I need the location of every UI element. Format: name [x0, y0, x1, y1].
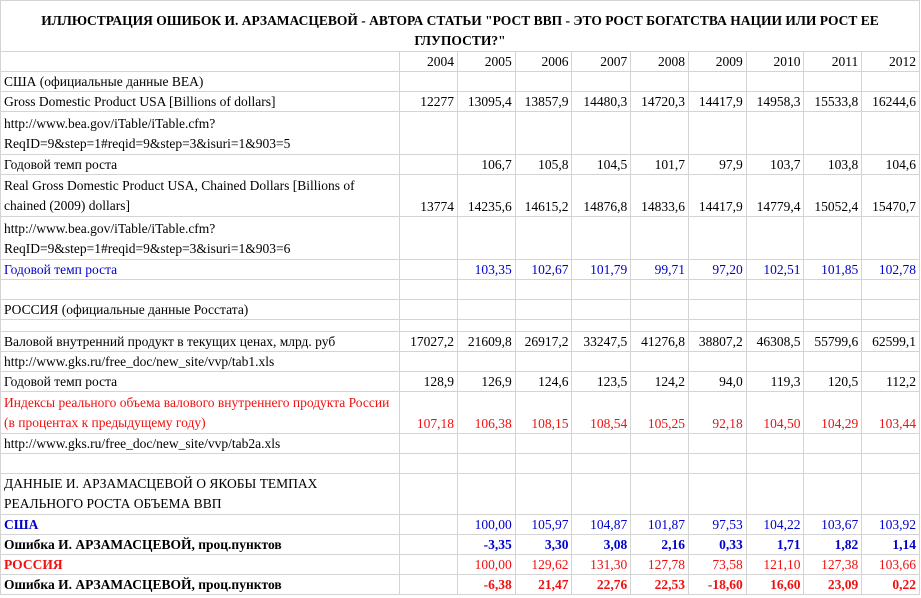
value-cell-2011[interactable]: [804, 72, 862, 92]
value-cell-2004[interactable]: [400, 474, 458, 515]
value-cell-2010[interactable]: [746, 72, 804, 92]
value-cell-2004[interactable]: [400, 575, 458, 595]
value-cell-2012[interactable]: 103,44: [862, 392, 920, 434]
value-cell-2010[interactable]: [746, 352, 804, 372]
value-cell-2008[interactable]: 105,25: [631, 392, 689, 434]
value-cell-2011[interactable]: 104,29: [804, 392, 862, 434]
value-cell-2007[interactable]: 108,54: [572, 392, 631, 434]
value-cell-2012[interactable]: [862, 474, 920, 515]
value-cell-2007[interactable]: 3,08: [572, 535, 631, 555]
row-label-cell[interactable]: Годовой темп роста: [1, 260, 400, 280]
value-cell-2012[interactable]: 103,92: [862, 515, 920, 535]
value-cell-2004[interactable]: [400, 260, 458, 280]
value-cell-2010[interactable]: 16,60: [746, 575, 804, 595]
value-cell-2009[interactable]: 94,0: [688, 372, 746, 392]
value-cell-2005[interactable]: [457, 280, 515, 300]
value-cell-2012[interactable]: 104,6: [862, 155, 920, 175]
value-cell-2011[interactable]: 23,09: [804, 575, 862, 595]
value-cell-2009[interactable]: [688, 217, 746, 260]
value-cell-2005[interactable]: 21609,8: [457, 332, 515, 352]
value-cell-2006[interactable]: [515, 280, 572, 300]
value-cell-2004[interactable]: [400, 535, 458, 555]
value-cell-2008[interactable]: 101,7: [631, 155, 689, 175]
value-cell-2010[interactable]: 14779,4: [746, 175, 804, 217]
value-cell-2006[interactable]: 124,6: [515, 372, 572, 392]
value-cell-2009[interactable]: 97,53: [688, 515, 746, 535]
value-cell-2005[interactable]: 106,38: [457, 392, 515, 434]
value-cell-2012[interactable]: 103,66: [862, 555, 920, 575]
value-cell-2008[interactable]: 101,87: [631, 515, 689, 535]
year-header-2011[interactable]: 2011: [804, 52, 862, 72]
value-cell-2005[interactable]: 106,7: [457, 155, 515, 175]
value-cell-2005[interactable]: [457, 352, 515, 372]
value-cell-2006[interactable]: 102,67: [515, 260, 572, 280]
value-cell-2011[interactable]: [804, 434, 862, 454]
year-header-2012[interactable]: 2012: [862, 52, 920, 72]
value-cell-2009[interactable]: -18,60: [688, 575, 746, 595]
value-cell-2007[interactable]: [572, 280, 631, 300]
table-row: [1, 217, 920, 260]
value-cell-2011[interactable]: 15533,8: [804, 92, 862, 112]
year-header-2004[interactable]: 2004: [400, 52, 458, 72]
value-cell-2007[interactable]: 22,76: [572, 575, 631, 595]
table-row: [1, 300, 920, 320]
value-cell-2012[interactable]: 112,2: [862, 372, 920, 392]
value-cell-2010[interactable]: 103,7: [746, 155, 804, 175]
table-row: [1, 92, 920, 112]
value-cell-2011[interactable]: [804, 217, 862, 260]
value-cell-2012[interactable]: [862, 434, 920, 454]
sheet-title[interactable]: ИЛЛЮСТРАЦИЯ ОШИБОК И. АРЗАМАСЦЕВОЙ - АВТОРА СТАТЬИ "РОСТ ВВП - ЭТО РОСТ БОГАТСТВА НАЦИИ ИЛИ РОСТ ЕЕ ГЛУПОСТИ?": [1, 1, 920, 52]
value-cell-2004[interactable]: [400, 217, 458, 260]
value-cell-2012[interactable]: [862, 217, 920, 260]
value-cell-2005[interactable]: [457, 454, 515, 474]
value-cell-2012[interactable]: 1,14: [862, 535, 920, 555]
value-cell-2004[interactable]: [400, 454, 458, 474]
value-cell-2011[interactable]: [804, 454, 862, 474]
value-cell-2009[interactable]: 97,20: [688, 260, 746, 280]
row-label-cell[interactable]: http://www.bea.gov/iTable/iTable.cfm?ReqID=9&step=1#reqid=9&step=3&isuri=1&903=6: [1, 217, 400, 260]
value-cell-2008[interactable]: [631, 300, 689, 320]
row-label-cell[interactable]: [1, 280, 400, 300]
value-cell-2010[interactable]: [746, 474, 804, 515]
value-cell-2010[interactable]: [746, 320, 804, 332]
value-cell-2009[interactable]: 92,18: [688, 392, 746, 434]
table-row: [1, 555, 920, 575]
value-cell-2009[interactable]: [688, 352, 746, 372]
value-cell-2007[interactable]: 123,5: [572, 372, 631, 392]
value-cell-2009[interactable]: [688, 320, 746, 332]
table-row: [1, 454, 920, 474]
value-cell-2009[interactable]: 97,9: [688, 155, 746, 175]
value-cell-2009[interactable]: [688, 300, 746, 320]
value-cell-2008[interactable]: 99,71: [631, 260, 689, 280]
value-cell-2008[interactable]: 41276,8: [631, 332, 689, 352]
value-cell-2006[interactable]: [515, 300, 572, 320]
row-label-cell[interactable]: США: [1, 515, 400, 535]
value-cell-2011[interactable]: [804, 474, 862, 515]
table-row: [1, 280, 920, 300]
value-cell-2009[interactable]: 14417,9: [688, 175, 746, 217]
value-cell-2011[interactable]: 15052,4: [804, 175, 862, 217]
year-header-2007[interactable]: 2007: [572, 52, 631, 72]
value-cell-2008[interactable]: [631, 217, 689, 260]
value-cell-2006[interactable]: 108,15: [515, 392, 572, 434]
row-label-cell[interactable]: http://www.gks.ru/free_doc/new_site/vvp/tab1.xls: [1, 352, 400, 372]
row-label-cell[interactable]: Gross Domestic Product USA [Billions of dollars]: [1, 92, 400, 112]
value-cell-2006[interactable]: [515, 454, 572, 474]
value-cell-2008[interactable]: 22,53: [631, 575, 689, 595]
value-cell-2005[interactable]: 100,00: [457, 555, 515, 575]
year-header-2010[interactable]: 2010: [746, 52, 804, 72]
value-cell-2006[interactable]: [515, 217, 572, 260]
value-cell-2005[interactable]: [457, 112, 515, 155]
year-header-2009[interactable]: 2009: [688, 52, 746, 72]
row-label-cell[interactable]: http://www.gks.ru/free_doc/new_site/vvp/tab2a.xls: [1, 434, 400, 454]
value-cell-2012[interactable]: [862, 72, 920, 92]
value-cell-2005[interactable]: [457, 320, 515, 332]
value-cell-2004[interactable]: 17027,2: [400, 332, 458, 352]
value-cell-2008[interactable]: [631, 454, 689, 474]
value-cell-2005[interactable]: 100,00: [457, 515, 515, 535]
value-cell-2007[interactable]: [572, 217, 631, 260]
row-label-cell[interactable]: http://www.bea.gov/iTable/iTable.cfm?ReqID=9&step=1#reqid=9&step=3&isuri=1&903=5: [1, 112, 400, 155]
value-cell-2006[interactable]: [515, 320, 572, 332]
value-cell-2005[interactable]: [457, 300, 515, 320]
value-cell-2008[interactable]: 14720,3: [631, 92, 689, 112]
value-cell-2011[interactable]: [804, 280, 862, 300]
value-cell-2010[interactable]: 1,71: [746, 535, 804, 555]
value-cell-2010[interactable]: 14958,3: [746, 92, 804, 112]
table-row: [1, 175, 920, 217]
value-cell-2009[interactable]: 14417,9: [688, 92, 746, 112]
row-label-cell[interactable]: Ошибка И. АРЗАМАСЦЕВОЙ, проц.пунктов: [1, 535, 400, 555]
value-cell-2009[interactable]: [688, 474, 746, 515]
table-row: [1, 474, 920, 515]
value-cell-2004[interactable]: [400, 280, 458, 300]
value-cell-2007[interactable]: 101,79: [572, 260, 631, 280]
value-cell-2011[interactable]: [804, 352, 862, 372]
value-cell-2007[interactable]: [572, 300, 631, 320]
row-label-cell[interactable]: РОССИЯ: [1, 555, 400, 575]
value-cell-2006[interactable]: 105,97: [515, 515, 572, 535]
table-row: [1, 535, 920, 555]
value-cell-2006[interactable]: [515, 72, 572, 92]
value-cell-2005[interactable]: [457, 434, 515, 454]
table-row: [1, 320, 920, 332]
years-label-cell[interactable]: [1, 52, 400, 72]
value-cell-2006[interactable]: 26917,2: [515, 332, 572, 352]
value-cell-2005[interactable]: -3,35: [457, 535, 515, 555]
value-cell-2010[interactable]: [746, 112, 804, 155]
value-cell-2004[interactable]: [400, 320, 458, 332]
table-row: [1, 372, 920, 392]
value-cell-2009[interactable]: [688, 434, 746, 454]
table-row: [1, 392, 920, 434]
value-cell-2011[interactable]: [804, 300, 862, 320]
value-cell-2008[interactable]: [631, 72, 689, 92]
value-cell-2010[interactable]: [746, 434, 804, 454]
value-cell-2004[interactable]: [400, 300, 458, 320]
value-cell-2004[interactable]: [400, 352, 458, 372]
value-cell-2012[interactable]: 15470,7: [862, 175, 920, 217]
value-cell-2011[interactable]: 103,67: [804, 515, 862, 535]
value-cell-2010[interactable]: [746, 280, 804, 300]
row-label-cell[interactable]: Валовой внутренний продукт в текущих ценах, млрд. руб: [1, 332, 400, 352]
year-header-2006[interactable]: 2006: [515, 52, 572, 72]
row-label-cell[interactable]: ДАННЫЕ И. АРЗАМАСЦЕВОЙ О ЯКОБЫ ТЕМПАХ РЕАЛЬНОГО РОСТА ОБЪЕМА ВВП: [1, 474, 400, 515]
value-cell-2012[interactable]: 16244,6: [862, 92, 920, 112]
value-cell-2004[interactable]: [400, 72, 458, 92]
value-cell-2004[interactable]: [400, 434, 458, 454]
value-cell-2005[interactable]: 126,9: [457, 372, 515, 392]
value-cell-2006[interactable]: 21,47: [515, 575, 572, 595]
value-cell-2008[interactable]: 124,2: [631, 372, 689, 392]
value-cell-2004[interactable]: 128,9: [400, 372, 458, 392]
table-row: [1, 575, 920, 595]
year-header-2008[interactable]: 2008: [631, 52, 689, 72]
table-row: [1, 434, 920, 454]
year-header-2005[interactable]: 2005: [457, 52, 515, 72]
value-cell-2004[interactable]: [400, 555, 458, 575]
value-cell-2011[interactable]: 127,38: [804, 555, 862, 575]
value-cell-2006[interactable]: [515, 352, 572, 372]
value-cell-2004[interactable]: 107,18: [400, 392, 458, 434]
value-cell-2005[interactable]: -6,38: [457, 575, 515, 595]
value-cell-2012[interactable]: [862, 280, 920, 300]
value-cell-2006[interactable]: [515, 474, 572, 515]
value-cell-2007[interactable]: 14876,8: [572, 175, 631, 217]
value-cell-2009[interactable]: 0,33: [688, 535, 746, 555]
value-cell-2005[interactable]: 13095,4: [457, 92, 515, 112]
value-cell-2008[interactable]: 2,16: [631, 535, 689, 555]
value-cell-2006[interactable]: [515, 112, 572, 155]
row-label-cell[interactable]: Годовой темп роста: [1, 372, 400, 392]
value-cell-2005[interactable]: 14235,6: [457, 175, 515, 217]
value-cell-2005[interactable]: 103,35: [457, 260, 515, 280]
value-cell-2012[interactable]: 102,78: [862, 260, 920, 280]
value-cell-2005[interactable]: [457, 217, 515, 260]
value-cell-2010[interactable]: [746, 217, 804, 260]
value-cell-2012[interactable]: [862, 454, 920, 474]
value-cell-2006[interactable]: 105,8: [515, 155, 572, 175]
value-cell-2011[interactable]: 55799,6: [804, 332, 862, 352]
row-label-cell[interactable]: Ошибка И. АРЗАМАСЦЕВОЙ, проц.пунктов: [1, 575, 400, 595]
value-cell-2007[interactable]: [572, 434, 631, 454]
table-row: [1, 72, 920, 92]
value-cell-2010[interactable]: 119,3: [746, 372, 804, 392]
value-cell-2004[interactable]: 13774: [400, 175, 458, 217]
value-cell-2006[interactable]: 13857,9: [515, 92, 572, 112]
value-cell-2006[interactable]: 129,62: [515, 555, 572, 575]
value-cell-2007[interactable]: [572, 474, 631, 515]
value-cell-2009[interactable]: 38807,2: [688, 332, 746, 352]
value-cell-2012[interactable]: [862, 300, 920, 320]
value-cell-2006[interactable]: 3,30: [515, 535, 572, 555]
row-label-cell[interactable]: [1, 454, 400, 474]
value-cell-2007[interactable]: [572, 72, 631, 92]
value-cell-2012[interactable]: [862, 112, 920, 155]
value-cell-2004[interactable]: 12277: [400, 92, 458, 112]
value-cell-2011[interactable]: 103,8: [804, 155, 862, 175]
value-cell-2009[interactable]: [688, 280, 746, 300]
value-cell-2006[interactable]: 14615,2: [515, 175, 572, 217]
years-row: [1, 52, 920, 72]
value-cell-2004[interactable]: [400, 112, 458, 155]
table-row: [1, 332, 920, 352]
value-cell-2012[interactable]: [862, 320, 920, 332]
value-cell-2005[interactable]: [457, 72, 515, 92]
row-label-cell[interactable]: Годовой темп роста: [1, 155, 400, 175]
value-cell-2010[interactable]: 121,10: [746, 555, 804, 575]
row-label-cell[interactable]: Real Gross Domestic Product USA, Chained Dollars [Billions of chained (2009) dollars]: [1, 175, 400, 217]
value-cell-2008[interactable]: 14833,6: [631, 175, 689, 217]
value-cell-2007[interactable]: [572, 454, 631, 474]
value-cell-2008[interactable]: [631, 280, 689, 300]
row-label-cell[interactable]: РОССИЯ (официальные данные Росстата): [1, 300, 400, 320]
value-cell-2008[interactable]: [631, 112, 689, 155]
value-cell-2007[interactable]: [572, 352, 631, 372]
value-cell-2008[interactable]: [631, 474, 689, 515]
value-cell-2007[interactable]: 104,5: [572, 155, 631, 175]
value-cell-2008[interactable]: 127,78: [631, 555, 689, 575]
table-row: [1, 260, 920, 280]
title-row: [1, 1, 920, 52]
value-cell-2012[interactable]: 0,22: [862, 575, 920, 595]
value-cell-2007[interactable]: 14480,3: [572, 92, 631, 112]
table-row: [1, 515, 920, 535]
table-row: [1, 112, 920, 155]
value-cell-2009[interactable]: 73,58: [688, 555, 746, 575]
row-label-cell[interactable]: Индексы реального объема валового внутреннего продукта России (в процентах к предыдущему году): [1, 392, 400, 434]
value-cell-2007[interactable]: [572, 320, 631, 332]
value-cell-2011[interactable]: 120,5: [804, 372, 862, 392]
value-cell-2008[interactable]: [631, 352, 689, 372]
value-cell-2012[interactable]: [862, 352, 920, 372]
value-cell-2011[interactable]: 101,85: [804, 260, 862, 280]
value-cell-2004[interactable]: [400, 155, 458, 175]
value-cell-2007[interactable]: [572, 112, 631, 155]
value-cell-2005[interactable]: [457, 474, 515, 515]
value-cell-2009[interactable]: [688, 454, 746, 474]
value-cell-2010[interactable]: 104,22: [746, 515, 804, 535]
value-cell-2007[interactable]: 33247,5: [572, 332, 631, 352]
value-cell-2008[interactable]: [631, 320, 689, 332]
table-row: [1, 155, 920, 175]
value-cell-2011[interactable]: [804, 112, 862, 155]
value-cell-2007[interactable]: 131,30: [572, 555, 631, 575]
value-cell-2010[interactable]: 46308,5: [746, 332, 804, 352]
value-cell-2007[interactable]: 104,87: [572, 515, 631, 535]
value-cell-2009[interactable]: [688, 112, 746, 155]
value-cell-2010[interactable]: 104,50: [746, 392, 804, 434]
value-cell-2006[interactable]: [515, 434, 572, 454]
value-cell-2008[interactable]: [631, 434, 689, 454]
value-cell-2004[interactable]: [400, 515, 458, 535]
value-cell-2009[interactable]: [688, 72, 746, 92]
value-cell-2010[interactable]: [746, 454, 804, 474]
row-label-cell[interactable]: США (официальные данные BEA): [1, 72, 400, 92]
row-label-cell[interactable]: [1, 320, 400, 332]
value-cell-2010[interactable]: 102,51: [746, 260, 804, 280]
value-cell-2012[interactable]: 62599,1: [862, 332, 920, 352]
value-cell-2010[interactable]: [746, 300, 804, 320]
value-cell-2011[interactable]: [804, 320, 862, 332]
table-row: [1, 352, 920, 372]
value-cell-2011[interactable]: 1,82: [804, 535, 862, 555]
